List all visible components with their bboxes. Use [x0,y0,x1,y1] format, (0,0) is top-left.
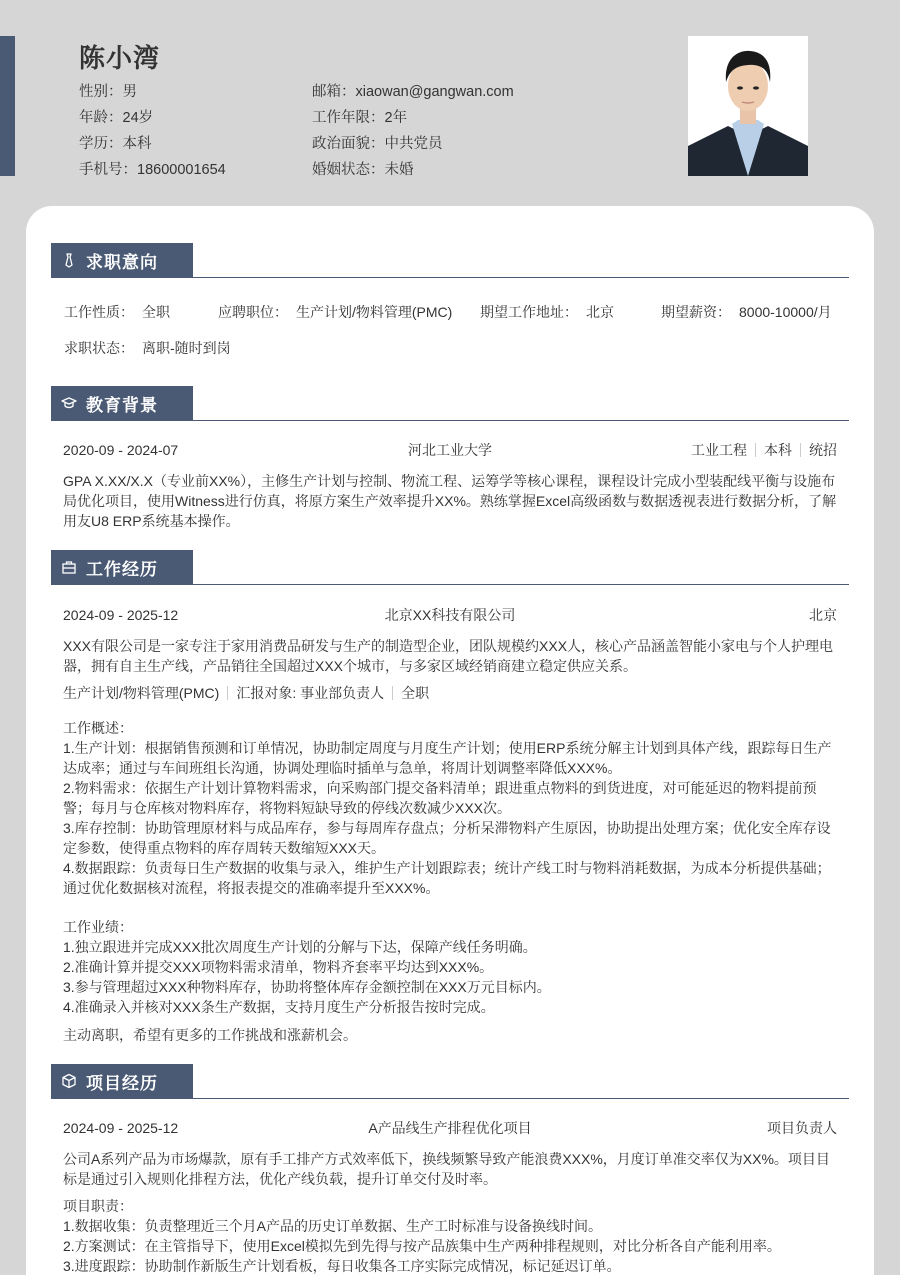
work-company: 北京XX科技有限公司 [384,607,516,623]
section-header-work: 工作经历 [51,550,849,585]
project-role: 项目负责人 [767,1120,837,1136]
intention-status: 求职状态： 离职-随时到岗 [64,340,231,356]
overview-item: 1.生产计划：根据销售预测和订单情况，协助制定周度与月度生产计划；使用ERP系统分解主计划到具体产线，跟踪每日生产达成率；通过与车间班组长沟通，协调处理临时插单与急单，将周计划调整率降低XXX%。 [63,740,832,776]
section-header-intention: 求职意向 [51,243,849,278]
tie-icon [61,252,77,268]
basic-info-left [79,82,226,186]
intention-position: 应聘职位： 生产计划/物料管理(PMC) [218,304,453,320]
info-degree: 学历：本科 [79,136,152,152]
intention-job-type: 工作性质： 全职 [64,304,170,320]
overview-item: 4.数据跟踪：负责每日生产数据的收集与录入，维护生产计划跟踪表；统计产线工时与物料消耗数据，为成本分析提供基础；通过优化数据核对流程，将报表提交的准确率提升至XXX%。 [63,860,831,896]
achievement-item: 2.准确计算并提交XXX项物料需求清单，物料齐套率平均达到XXX%。 [63,959,494,975]
education-tags: 工业工程 本科 统招 [691,442,837,458]
education-row [63,440,837,460]
project-description: 公司A系列产品为市场爆款，原有手工排产方式效率低下，换线频繁导致产能浪费XXX%，月度订单准交率仅为XX%。项目目标是通过引入规则化排程方法，优化产线负载，提升订单交付及时率。 [63,1151,830,1187]
section-header-education: 教育背景 [51,386,849,421]
company-description: XXX有限公司是一家专注于家用消费品研发与生产的制造型企业，团队规模约XXX人，核心产品涵盖智能小家电与个人护理电器，拥有自主生产线，产品销往全国超过XXX个城市，与多家区域经销商建立稳定供应关系。 [63,638,834,674]
education-period: 2020-09 - 2024-07 [63,442,179,458]
accent-bar [0,36,15,176]
work-row [63,605,837,625]
divider [800,443,801,457]
graduation-cap-icon [61,395,77,411]
intention-location: 期望工作地址： 北京 [480,304,614,320]
candidate-name: 陈小湾 [79,43,161,73]
project-duties: 项目职责： 1.数据收集：负责整理近三个月A产品的历史订单数据、生产工时标准与设备换线时间。 2.方案测试：在主管指导下，使用Excel模拟先到先得与按产品族集中生产两种排程规则，对比分析各自产能利用率。 3.进度跟踪：协助制作新版生产计划看板，每日收集各工序实际完成情况，标记延迟订单。 [63,1196,837,1275]
project-period: 2024-09 - 2025-12 [63,1120,179,1136]
duty-item: 1.数据收集：负责整理近三个月A产品的历史订单数据、生产工时标准与设备换线时间。 [63,1218,603,1234]
divider [755,443,756,457]
overview-item: 3.库存控制：协助管理原材料与成品库存，参与每周库存盘点；分析呆滞物料产生原因，协助提出处理方案；优化安全库存设定参数，使得重点物料的库存周转天数缩短XXX天。 [63,820,831,856]
work-achievements: 工作业绩： 1.独立跟进并完成XXX批次周度生产计划的分解与下达，保障产线任务明确。 2.准确计算并提交XXX项物料需求清单，物料齐套率平均达到XXX%。 3.参与管理超过XXX种物料库存，协助将整体库存金额控制在XXX万元目标内。 4.准确录入并核对XXX条生产数据，支持月度生产分析报告按时完成。 [63,917,837,1017]
portrait-icon [688,36,808,176]
duty-item: 2.方案测试：在主管指导下，使用Excel模拟先到先得与按产品族集中生产两种排程规则，对比分析各自产能利用率。 [63,1238,781,1254]
work-location: 北京 [809,607,837,623]
achievement-item: 3.参与管理超过XXX种物料库存，协助将整体库存金额控制在XXX万元目标内。 [63,979,551,995]
info-political-status: 政治面貌：中共党员 [312,136,443,152]
duty-item: 3.进度跟踪：协助制作新版生产计划看板，每日收集各工序实际完成情况，标记延迟订单。 [63,1258,621,1274]
work-meta: 生产计划/物料管理(PMC) 汇报对象: 事业部负责人 全职 [63,685,430,701]
project-name: A产品线生产排程优化项目 [368,1120,532,1136]
education-description: GPA X.XX/X.X（专业前XX%），主修生产计划与控制、物流工程、运筹学等核心课程，课程设计完成小型装配线平衡与设施布局优化项目，使用Witness进行仿真，将原方案生产效率提升XX%。熟练掌握Excel高级函数与数据透视表进行数据分析，了解用友U8 ERP系统基本操作。 [63,473,837,529]
cube-icon [61,1073,77,1089]
resume-card [26,206,874,1275]
work-overview: 工作概述： 1.生产计划：根据销售预测和订单情况，协助制定周度与月度生产计划；使用ERP系统分解主计划到具体产线，跟踪每日生产达成率；通过与车间班组长沟通，协调处理临时插单与急单，将周计划调整率降低XXX%。 2.物料需求：依据生产计划计算物料需求，向采购部门提交备料清单；跟进重点物料的到货进度，对可能延迟的物料提前预警；每月与仓库核对物料库存，将物料短缺导致的停线次数减少XXX次。 3.库存控制：协助管理原材料与成品库存，参与每周库存盘点；分析呆滞物料产生原因，协助提出处理方案；优化安全库存设定参数，使得重点物料的库存周转天数缩短XXX天。 4.数据跟踪：负责每日生产数据的收集与录入，维护生产计划跟踪表；统计产线工时与物料消耗数据，为成本分析提供基础；通过优化数据核对流程，将报表提交的准确率提升至XXX%。 [63,718,837,898]
briefcase-icon [61,559,77,575]
info-phone: 手机号：18600001654 [79,162,226,178]
project-row [63,1118,837,1138]
section-header-project: 项目经历 [51,1064,849,1099]
info-age: 年龄：24岁 [79,110,154,126]
profile-photo [688,36,808,176]
achievement-item: 4.准确录入并核对XXX条生产数据，支持月度生产分析报告按时完成。 [63,999,495,1015]
basic-info-right [312,82,514,186]
education-school: 河北工业大学 [408,442,492,458]
info-email: 邮箱：xiaowan@gangwan.com [312,84,514,100]
info-gender: 性别：男 [79,84,137,100]
divider [392,686,393,700]
info-work-years: 工作年限：2年 [312,110,408,126]
info-marital-status: 婚姻状态：未婚 [312,162,414,178]
work-period: 2024-09 - 2025-12 [63,607,179,623]
leave-reason: 主动离职，希望有更多的工作挑战和涨薪机会。 [63,1027,357,1043]
achievement-item: 1.独立跟进并完成XXX批次周度生产计划的分解与下达，保障产线任务明确。 [63,939,537,955]
overview-item: 2.物料需求：依据生产计划计算物料需求，向采购部门提交备料清单；跟进重点物料的到货进度，对可能延迟的物料提前预警；每月与仓库核对物料库存，将物料短缺导致的停线次数减少XXX次。 [63,780,817,816]
divider [227,686,228,700]
intention-salary: 期望薪资： 8000-10000/月 [661,304,832,320]
